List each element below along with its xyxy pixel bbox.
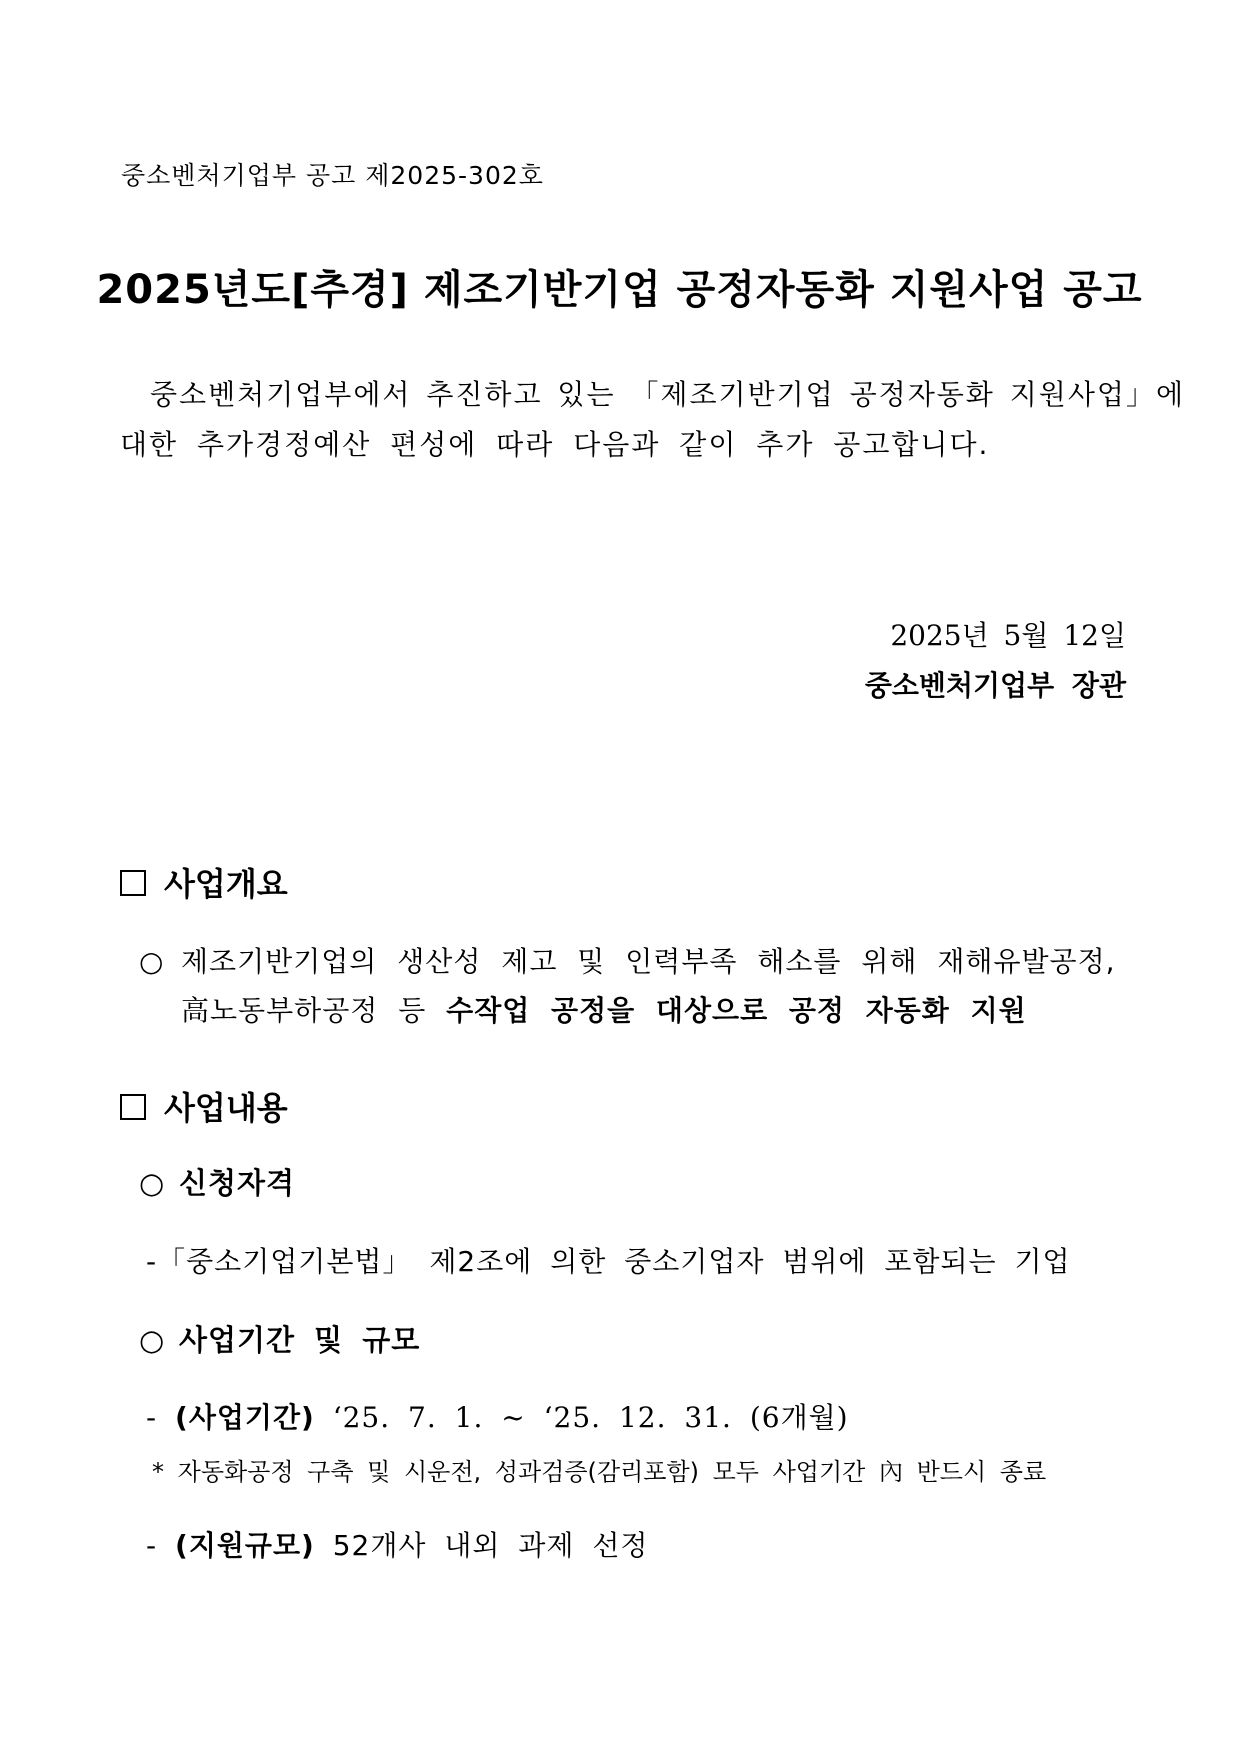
circle-bullet-icon: ○ [139,945,165,978]
period-item [146,1396,849,1436]
overview-text-2-emphasis: 수작업 공정을 대상으로 공정 자동화 지원 [446,994,1027,1027]
scale-value: 52개사 내외 과제 선정 [314,1529,649,1562]
intro-line-2: 대한 추가경정예산 편성에 따라 다음과 같이 추가 공고합니다. [120,428,990,461]
period-label: (사업기간) [175,1401,315,1434]
page-title: 2025년도[추경] 제조기반기업 공정자동화 지원사업 공고 [96,267,1143,313]
scale-item [146,1524,648,1564]
overview-text-2: 高노동부하공정 등 [181,994,447,1027]
subheading-eligibility [139,1161,295,1202]
checkbox-square-icon [120,870,146,896]
intro-line-1: 중소벤처기업부에서 추진하고 있는 「제조기반기업 공정자동화 지원사업」에 [150,378,1185,411]
announcement-date: 2025년 5월 12일 [890,619,1126,652]
section-heading-overview-label: 사업개요 [164,865,288,903]
overview-bullet-line-2 [181,989,1027,1029]
period-value: ‘25. 7. 1. ~ ‘25. 12. 31. (6개월) [314,1401,849,1434]
subheading-period-scale-label: 사업기간 및 규모 [179,1323,421,1357]
period-note: * 자동화공정 구축 및 시운전, 성과검증(감리포함) 모두 사업기간 內 반드시 종료 [152,1458,1047,1486]
overview-bullet-line-1 [139,940,1116,980]
period-dash: - [146,1401,176,1434]
scale-dash: - [146,1529,176,1562]
section-heading-content-label: 사업내용 [164,1089,288,1127]
subheading-eligibility-label: 신청자격 [179,1166,296,1200]
issuer: 중소벤처기업부 장관 [864,669,1126,702]
checkbox-square-icon [120,1094,146,1120]
section-heading-content [120,1083,288,1129]
circle-bullet-icon: ○ [139,1166,166,1200]
notice-number: 중소벤처기업부 공고 제2025-302호 [121,161,544,190]
scale-label: (지원규모) [175,1529,315,1562]
eligibility-item: -「중소기업기본법」 제2조에 의한 중소기업자 범위에 포함되는 기업 [146,1245,1071,1278]
subheading-period-scale [139,1318,420,1359]
section-heading-overview [120,859,288,905]
circle-bullet-icon: ○ [139,1323,166,1357]
overview-text-1: 제조기반기업의 생산성 제고 및 인력부족 해소를 위해 재해유발공정, [181,945,1116,978]
